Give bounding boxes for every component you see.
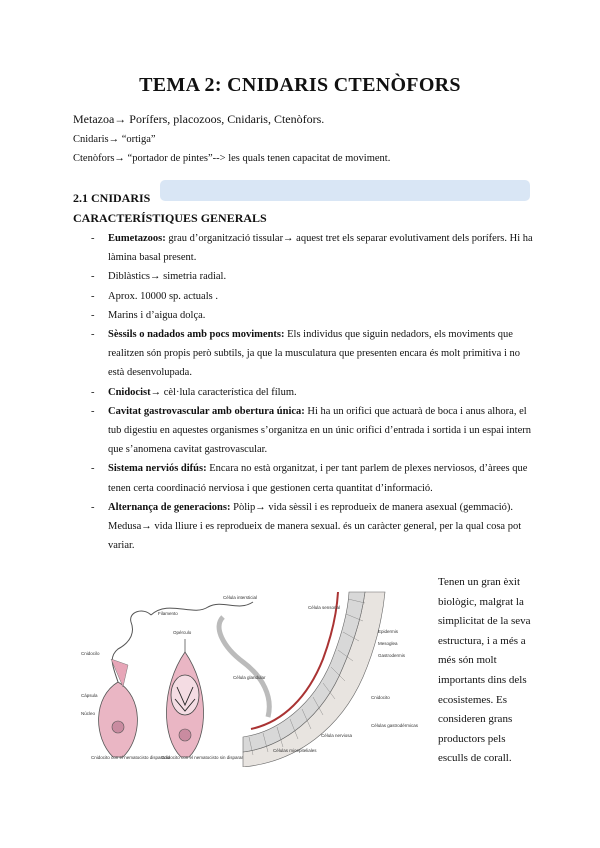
label-celula-nerviosa: Célula nerviosa — [321, 733, 353, 738]
list-item: - Aprox. 10000 sp. actuals . — [91, 290, 218, 302]
caption-discharged: Cnidocito con el nematocisto disparado — [91, 755, 170, 760]
label-opercule: Opérculo — [173, 630, 192, 635]
label-capsula: Cápsula — [81, 693, 98, 698]
label-cnidocito: Cnidocito — [371, 695, 390, 700]
list-item: - Sèssils o nadados amb pocs moviments: Els individus que siguin nedadors, els moviments que realitzen són propis però subtils, ja que la musculatura que presenten encara és molt primitiva i no està desenvolupada. — [91, 329, 521, 379]
list-item: - Marins i d’aigua dolça. — [91, 309, 206, 321]
list-item: - Alternança de generacions: Pòlip→ vida sèssil i es reprodueix de manera asexual (gemmació). Medusa→ vida lliure i es reprodueix de manera sexual. és un caràcter general, per la qual cosa pot variar. — [91, 501, 522, 552]
cnidocyte-figure — [73, 587, 428, 767]
section-heading: 2.1 CNIDARIS — [73, 191, 151, 205]
caption-undischarged: Cnidocito con el nematocisto sin disparar — [161, 755, 244, 760]
list-item: - Cavitat gastrovascular amb obertura única: Hi ha un orifici que actuarà de boca i anus alhora, el tub digestiu en aquestes organismes s’organitza en un únic orifici d’entrada i sortida i un espai intern que s’anomena cavitat gastrovascular. — [91, 405, 531, 456]
list-item: - Eumetazoos: grau d’organització tissular→ aquest tret els separar evolutivament dels porífers. Hi ha làmina basal present. — [91, 233, 533, 264]
label-musculares: Células mioepiteliales — [273, 748, 317, 753]
list-item: - Cnidocist→ cèl·lula característica del fílum. — [91, 386, 297, 398]
label-mesoglea: Mesoglea — [378, 641, 398, 646]
label-cnidocilo: Cnidocilo — [81, 651, 100, 656]
intro-cnidaris: Cnidaris→ “ortiga” — [73, 134, 156, 145]
label-nucleo: Núcleo — [81, 711, 96, 716]
label-epidermis: Epidermis — [378, 629, 399, 634]
list-item: - Sistema nerviós difús: Encara no està organitzat, i per tant parlem de plexes nerviosos, d’àrees que tenen certa coordinació nerviosa i que gestionen certa quantitat d’informació. — [91, 463, 528, 494]
page-title: TEMA 2: CNIDARIS CTENÒFORS — [139, 74, 461, 96]
heading-highlight — [160, 180, 530, 201]
characteristics-list — [73, 229, 533, 555]
label-celulas-gastrodermicas: Células gastrodérmicas — [371, 723, 419, 728]
label-filament: Filamento — [158, 611, 178, 616]
label-celula-intersticial: Célula intersticial — [223, 595, 258, 600]
intro-metazoa: Metazoa→ Porífers, placozoos, Cnidaris, Ctenòfors. — [73, 112, 325, 126]
label-celula-glandular: Célula glandular — [233, 675, 266, 680]
intro-ctenofors: Ctenòfors→ “portador de pintes”--> les quals tenen capacitat de moviment. — [73, 153, 391, 164]
label-gastrodermis: Gastrodermis — [378, 653, 406, 658]
list-item: - Diblàstics→ simetria radial. — [91, 271, 227, 283]
label-celula-sensorial: Célula sensorial — [308, 605, 341, 610]
side-paragraph: Tenen un gran èxit biològic, malgrat la simplicitat de la seva estructura, i a més a més són molt importants dins dels ecosistemes. Es consideren grans productors pels esculls de corall. — [438, 576, 531, 765]
subsection-heading: CARACTERÍSTIQUES GENERALS — [73, 211, 267, 225]
